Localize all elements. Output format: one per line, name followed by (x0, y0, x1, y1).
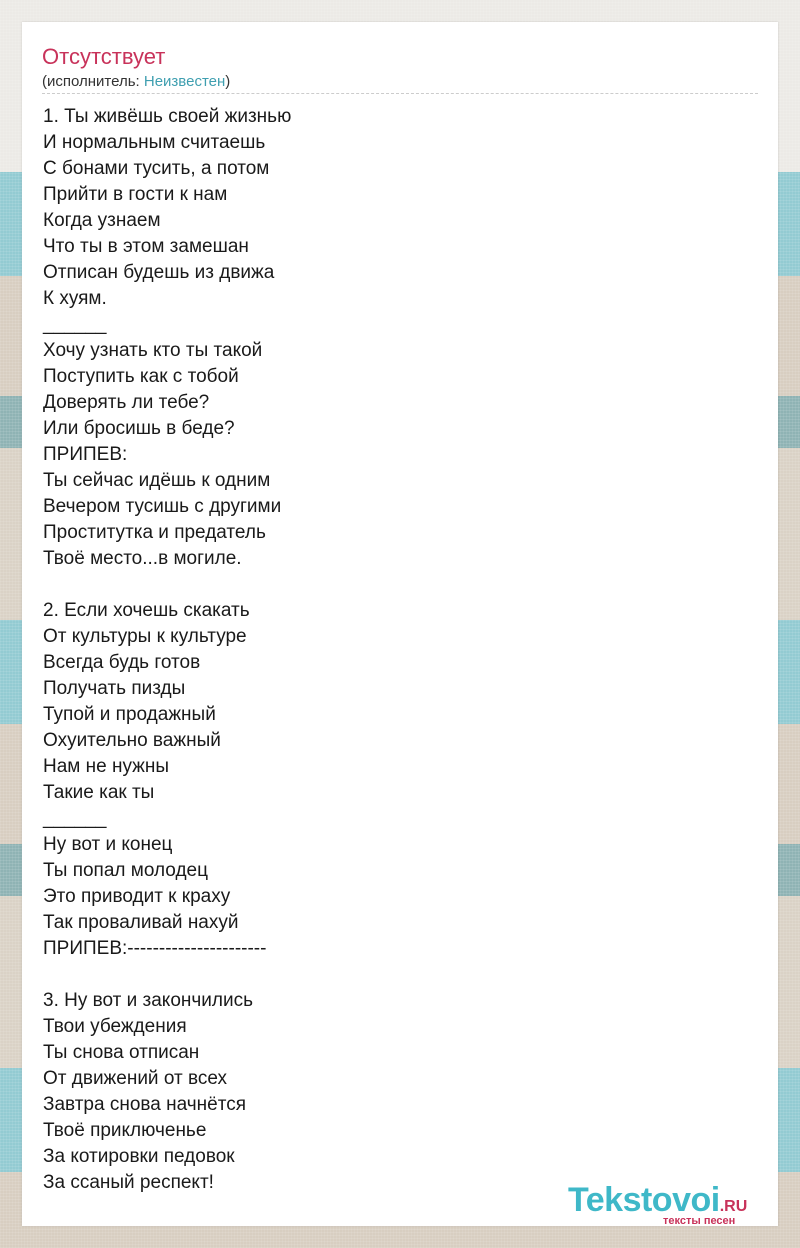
lyric-line: За котировки педовок (43, 1146, 235, 1167)
lyric-line: Когда узнаем (43, 210, 161, 231)
lyric-line: За ссаный респект! (43, 1172, 214, 1193)
logo-name: Tekstovoi (568, 1181, 720, 1219)
performer-prefix: (исполнитель: (42, 73, 144, 90)
lyric-line: Тупой и продажный (43, 704, 216, 725)
lyrics-text (43, 104, 743, 1196)
lyric-line: От движений от всех (43, 1068, 227, 1089)
lyric-line: Это приводит к краху (43, 886, 231, 907)
song-title: Отсутствует (42, 44, 166, 69)
lyric-line: От культуры к культуре (43, 626, 247, 647)
lyric-line: Что ты в этом замешан (43, 236, 249, 257)
lyric-line: Доверять ли тебе? (43, 392, 210, 413)
lyric-line: 3. Ну вот и закончились (43, 990, 254, 1011)
lyric-line: Нам не нужны (43, 756, 170, 777)
lyric-line: Хочу узнать кто ты такой (43, 340, 263, 361)
lyric-line: Ну вот и конец (43, 834, 173, 855)
lyric-line: Охуительно важный (43, 730, 221, 751)
performer-info (42, 73, 230, 91)
lyric-line: И нормальным считаешь (43, 132, 266, 153)
lyric-line: Твоё приключенье (43, 1120, 207, 1141)
site-logo[interactable] (568, 1180, 798, 1230)
lyric-line: Ты попал молодец (43, 860, 208, 881)
lyric-line: 1. Ты живёшь своей жизнью (43, 106, 292, 127)
lyric-line: Так проваливай нахуй (43, 912, 239, 933)
header-divider (42, 93, 758, 94)
lyric-line: Ты снова отписан (43, 1042, 200, 1063)
lyric-line: Проститутка и предатель (43, 522, 266, 543)
performer-suffix: ) (225, 73, 231, 90)
lyric-line: 2. Если хочешь скакать (43, 600, 250, 621)
lyric-line: Вечером тусишь с другими (43, 496, 282, 517)
lyric-line: Такие как ты (43, 782, 155, 803)
lyric-line: ______ (43, 314, 107, 335)
lyric-line: Или бросишь в беде? (43, 418, 235, 439)
logo-tld: .RU (719, 1198, 748, 1215)
lyric-line: ПРИПЕВ:---------------------- (43, 938, 267, 959)
lyric-line: К хуям. (43, 288, 107, 309)
lyric-line (43, 572, 743, 598)
lyric-line: Отписан будешь из движа (43, 262, 275, 283)
lyric-line (43, 962, 743, 988)
lyric-line: Поступить как с тобой (43, 366, 239, 387)
logo-tagline: тексты песен (663, 1215, 736, 1227)
performer-link[interactable]: Неизвестен (143, 73, 226, 90)
lyric-line: Твоё место...в могиле. (43, 548, 242, 569)
lyric-line: Всегда будь готов (43, 652, 201, 673)
lyrics-card (22, 22, 778, 1226)
lyric-line: Получать пизды (43, 678, 186, 699)
lyric-line: Завтра снова начнётся (43, 1094, 246, 1115)
lyric-line: Твои убеждения (43, 1016, 187, 1037)
lyric-line: ______ (43, 808, 107, 829)
lyric-line: Прийти в гости к нам (43, 184, 228, 205)
lyric-line: ПРИПЕВ: (43, 444, 128, 465)
lyric-line: С бонами тусить, а потом (43, 158, 270, 179)
lyric-line: Ты сейчас идёшь к одним (43, 470, 271, 491)
